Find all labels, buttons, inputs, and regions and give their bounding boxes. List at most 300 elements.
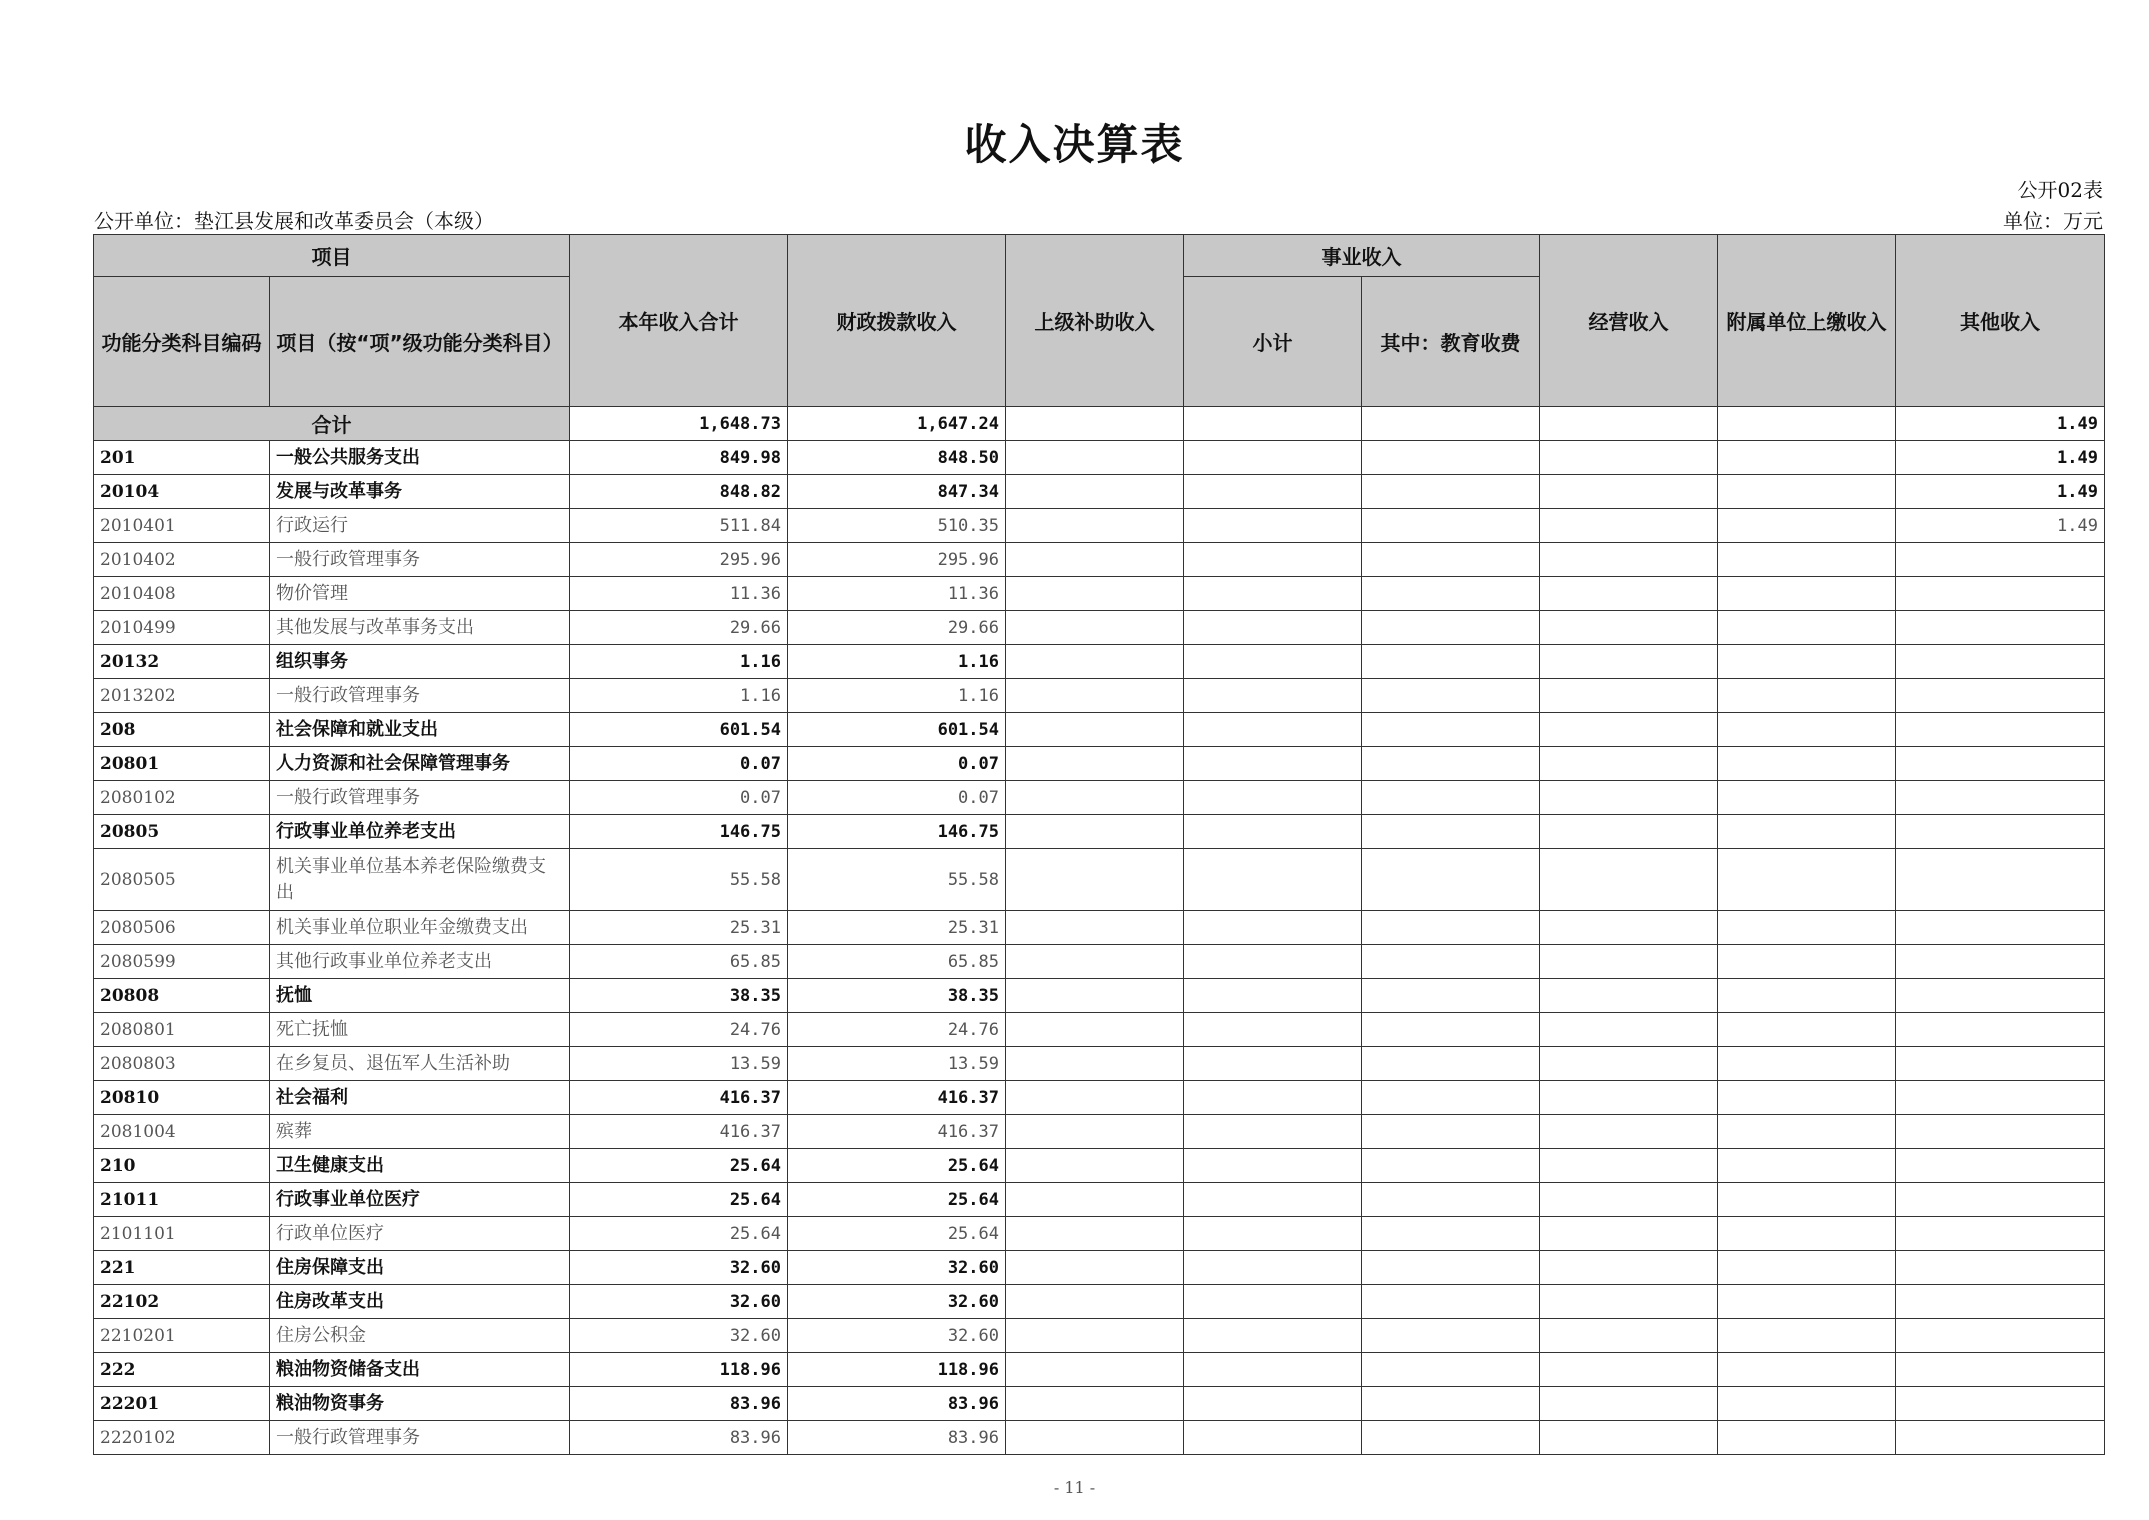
row-fiscal: 29.66 <box>788 611 1006 645</box>
row-code: 208 <box>94 713 270 747</box>
row-superior <box>1006 509 1184 543</box>
row-superior <box>1006 1421 1184 1455</box>
table-row <box>94 611 2105 645</box>
row-code: 2010499 <box>94 611 270 645</box>
row-business-subtotal <box>1184 1183 1362 1217</box>
row-superior <box>1006 645 1184 679</box>
total-subtotal <box>1184 407 1362 441</box>
table-row <box>94 1047 2105 1081</box>
row-fiscal: 83.96 <box>788 1421 1006 1455</box>
row-affiliated <box>1718 1013 1896 1047</box>
row-affiliated <box>1718 679 1896 713</box>
row-operating <box>1540 1353 1718 1387</box>
row-other <box>1896 1387 2105 1421</box>
row-affiliated <box>1718 781 1896 815</box>
row-other <box>1896 747 2105 781</box>
row-name: 住房改革支出 <box>270 1285 570 1319</box>
row-fiscal: 32.60 <box>788 1319 1006 1353</box>
table-row <box>94 509 2105 543</box>
row-operating <box>1540 781 1718 815</box>
row-other <box>1896 1047 2105 1081</box>
row-business-subtotal <box>1184 611 1362 645</box>
row-code: 2101101 <box>94 1217 270 1251</box>
row-fiscal: 25.64 <box>788 1183 1006 1217</box>
row-superior <box>1006 945 1184 979</box>
row-total: 32.60 <box>570 1285 788 1319</box>
row-operating <box>1540 849 1718 911</box>
row-name: 抚恤 <box>270 979 570 1013</box>
row-education <box>1362 577 1540 611</box>
row-operating <box>1540 1251 1718 1285</box>
row-superior <box>1006 1047 1184 1081</box>
page-number: - 11 - <box>1053 1478 1096 1497</box>
row-total: 0.07 <box>570 747 788 781</box>
header-fiscal: 财政拨款收入 <box>788 235 1006 407</box>
row-education <box>1362 1081 1540 1115</box>
row-name: 其他行政事业单位养老支出 <box>270 945 570 979</box>
reporting-unit: 公开单位：垫江县发展和改革委员会（本级） <box>94 209 494 233</box>
row-other <box>1896 713 2105 747</box>
row-superior <box>1006 475 1184 509</box>
table-row <box>94 979 2105 1013</box>
row-fiscal: 0.07 <box>788 747 1006 781</box>
row-total: 83.96 <box>570 1421 788 1455</box>
row-total: 25.64 <box>570 1217 788 1251</box>
row-code: 2080803 <box>94 1047 270 1081</box>
row-other <box>1896 911 2105 945</box>
row-total: 848.82 <box>570 475 788 509</box>
row-name: 行政事业单位医疗 <box>270 1183 570 1217</box>
row-business-subtotal <box>1184 577 1362 611</box>
row-name: 一般行政管理事务 <box>270 543 570 577</box>
row-superior <box>1006 441 1184 475</box>
row-other <box>1896 781 2105 815</box>
table-row <box>94 645 2105 679</box>
row-code: 20801 <box>94 747 270 781</box>
row-total: 118.96 <box>570 1353 788 1387</box>
row-total: 146.75 <box>570 815 788 849</box>
row-superior <box>1006 1285 1184 1319</box>
row-business-subtotal <box>1184 1047 1362 1081</box>
row-total: 11.36 <box>570 577 788 611</box>
row-superior <box>1006 1387 1184 1421</box>
row-business-subtotal <box>1184 441 1362 475</box>
row-education <box>1362 611 1540 645</box>
row-name: 死亡抚恤 <box>270 1013 570 1047</box>
total-income: 1,648.73 <box>570 407 788 441</box>
row-affiliated <box>1718 1319 1896 1353</box>
total-affiliated <box>1718 407 1896 441</box>
row-affiliated <box>1718 849 1896 911</box>
row-education <box>1362 1115 1540 1149</box>
row-education <box>1362 945 1540 979</box>
row-education <box>1362 1387 1540 1421</box>
row-affiliated <box>1718 979 1896 1013</box>
row-education <box>1362 1421 1540 1455</box>
row-operating <box>1540 911 1718 945</box>
row-total: 25.64 <box>570 1149 788 1183</box>
row-affiliated <box>1718 1421 1896 1455</box>
row-code: 20810 <box>94 1081 270 1115</box>
row-name: 组织事务 <box>270 645 570 679</box>
header-operating: 经营收入 <box>1540 235 1718 407</box>
row-operating <box>1540 713 1718 747</box>
row-operating <box>1540 979 1718 1013</box>
row-name: 一般行政管理事务 <box>270 1421 570 1455</box>
total-fiscal: 1,647.24 <box>788 407 1006 441</box>
row-name: 机关事业单位基本养老保险缴费支出 <box>270 849 570 911</box>
row-code: 20808 <box>94 979 270 1013</box>
row-operating <box>1540 611 1718 645</box>
row-affiliated <box>1718 1115 1896 1149</box>
table-row <box>94 1217 2105 1251</box>
row-fiscal: 13.59 <box>788 1047 1006 1081</box>
row-superior <box>1006 747 1184 781</box>
currency-unit: 单位：万元 <box>2003 209 2103 233</box>
income-table <box>93 234 2105 1455</box>
row-operating <box>1540 1081 1718 1115</box>
row-superior <box>1006 1319 1184 1353</box>
row-total: 601.54 <box>570 713 788 747</box>
row-total: 24.76 <box>570 1013 788 1047</box>
page-title: 收入决算表 <box>964 120 1185 169</box>
row-superior <box>1006 1183 1184 1217</box>
table-row <box>94 543 2105 577</box>
row-name: 一般公共服务支出 <box>270 441 570 475</box>
row-business-subtotal <box>1184 1115 1362 1149</box>
row-fiscal: 25.64 <box>788 1149 1006 1183</box>
row-fiscal: 295.96 <box>788 543 1006 577</box>
row-education <box>1362 713 1540 747</box>
row-total: 32.60 <box>570 1319 788 1353</box>
row-affiliated <box>1718 1285 1896 1319</box>
row-other <box>1896 1421 2105 1455</box>
row-affiliated <box>1718 747 1896 781</box>
row-code: 2010408 <box>94 577 270 611</box>
row-total: 25.64 <box>570 1183 788 1217</box>
row-affiliated <box>1718 1081 1896 1115</box>
table-row <box>94 713 2105 747</box>
row-fiscal: 601.54 <box>788 713 1006 747</box>
row-business-subtotal <box>1184 979 1362 1013</box>
row-education <box>1362 1319 1540 1353</box>
row-other <box>1896 849 2105 911</box>
row-total: 83.96 <box>570 1387 788 1421</box>
row-other <box>1896 1319 2105 1353</box>
row-business-subtotal <box>1184 1081 1362 1115</box>
table-row <box>94 1353 2105 1387</box>
row-education <box>1362 1285 1540 1319</box>
table-row <box>94 1421 2105 1455</box>
row-education <box>1362 911 1540 945</box>
row-name: 人力资源和社会保障管理事务 <box>270 747 570 781</box>
row-business-subtotal <box>1184 1149 1362 1183</box>
row-operating <box>1540 1047 1718 1081</box>
row-other <box>1896 1081 2105 1115</box>
row-other: 1.49 <box>1896 475 2105 509</box>
total-row <box>94 407 2105 441</box>
row-superior <box>1006 543 1184 577</box>
row-affiliated <box>1718 441 1896 475</box>
row-fiscal: 38.35 <box>788 979 1006 1013</box>
row-affiliated <box>1718 945 1896 979</box>
row-operating <box>1540 1115 1718 1149</box>
row-superior <box>1006 1115 1184 1149</box>
table-row <box>94 747 2105 781</box>
row-fiscal: 0.07 <box>788 781 1006 815</box>
row-code: 2080506 <box>94 911 270 945</box>
row-name: 卫生健康支出 <box>270 1149 570 1183</box>
row-total: 0.07 <box>570 781 788 815</box>
row-name: 一般行政管理事务 <box>270 679 570 713</box>
row-code: 2080599 <box>94 945 270 979</box>
row-other <box>1896 645 2105 679</box>
row-name: 一般行政管理事务 <box>270 781 570 815</box>
row-business-subtotal <box>1184 713 1362 747</box>
row-affiliated <box>1718 1149 1896 1183</box>
row-business-subtotal <box>1184 1285 1362 1319</box>
row-other <box>1896 611 2105 645</box>
row-name: 住房保障支出 <box>270 1251 570 1285</box>
row-fiscal: 848.50 <box>788 441 1006 475</box>
table-row <box>94 945 2105 979</box>
row-operating <box>1540 577 1718 611</box>
table-row <box>94 911 2105 945</box>
row-operating <box>1540 1319 1718 1353</box>
row-fiscal: 25.31 <box>788 911 1006 945</box>
row-fiscal: 55.58 <box>788 849 1006 911</box>
row-education <box>1362 747 1540 781</box>
row-education <box>1362 509 1540 543</box>
row-superior <box>1006 1081 1184 1115</box>
header-business: 事业收入 <box>1184 235 1540 277</box>
row-business-subtotal <box>1184 1217 1362 1251</box>
row-superior <box>1006 577 1184 611</box>
row-education <box>1362 543 1540 577</box>
row-affiliated <box>1718 509 1896 543</box>
table-row <box>94 1183 2105 1217</box>
row-operating <box>1540 679 1718 713</box>
row-fiscal: 32.60 <box>788 1285 1006 1319</box>
row-operating <box>1540 815 1718 849</box>
row-other <box>1896 1353 2105 1387</box>
row-superior <box>1006 849 1184 911</box>
row-business-subtotal <box>1184 945 1362 979</box>
row-fiscal: 416.37 <box>788 1081 1006 1115</box>
row-affiliated <box>1718 1353 1896 1387</box>
header-affiliated: 附属单位上缴收入 <box>1718 235 1896 407</box>
total-other: 1.49 <box>1896 407 2105 441</box>
row-affiliated <box>1718 911 1896 945</box>
row-affiliated <box>1718 543 1896 577</box>
row-code: 2220102 <box>94 1421 270 1455</box>
row-other <box>1896 979 2105 1013</box>
row-superior <box>1006 1353 1184 1387</box>
row-total: 295.96 <box>570 543 788 577</box>
row-business-subtotal <box>1184 645 1362 679</box>
table-row <box>94 577 2105 611</box>
row-code: 2010402 <box>94 543 270 577</box>
row-total: 1.16 <box>570 679 788 713</box>
row-superior <box>1006 713 1184 747</box>
row-affiliated <box>1718 1217 1896 1251</box>
row-education <box>1362 1183 1540 1217</box>
table-row <box>94 815 2105 849</box>
row-name: 物价管理 <box>270 577 570 611</box>
row-business-subtotal <box>1184 509 1362 543</box>
row-code: 2013202 <box>94 679 270 713</box>
row-business-subtotal <box>1184 1421 1362 1455</box>
row-education <box>1362 1047 1540 1081</box>
form-number: 公开02表 <box>2017 178 2103 202</box>
row-affiliated <box>1718 577 1896 611</box>
row-total: 416.37 <box>570 1115 788 1149</box>
row-total: 13.59 <box>570 1047 788 1081</box>
row-fiscal: 83.96 <box>788 1387 1006 1421</box>
row-operating <box>1540 645 1718 679</box>
row-code: 2081004 <box>94 1115 270 1149</box>
row-fiscal: 847.34 <box>788 475 1006 509</box>
row-fiscal: 1.16 <box>788 645 1006 679</box>
row-education <box>1362 1251 1540 1285</box>
table-row <box>94 1081 2105 1115</box>
table-row <box>94 1387 2105 1421</box>
row-operating <box>1540 475 1718 509</box>
row-fiscal: 25.64 <box>788 1217 1006 1251</box>
header-other: 其他收入 <box>1896 235 2105 407</box>
row-superior <box>1006 1217 1184 1251</box>
row-operating <box>1540 543 1718 577</box>
row-total: 55.58 <box>570 849 788 911</box>
row-code: 22102 <box>94 1285 270 1319</box>
row-education <box>1362 979 1540 1013</box>
row-code: 2010401 <box>94 509 270 543</box>
row-name: 社会保障和就业支出 <box>270 713 570 747</box>
row-affiliated <box>1718 1047 1896 1081</box>
row-education <box>1362 1149 1540 1183</box>
row-fiscal: 1.16 <box>788 679 1006 713</box>
row-other <box>1896 1285 2105 1319</box>
row-education <box>1362 849 1540 911</box>
row-total: 416.37 <box>570 1081 788 1115</box>
header-superior: 上级补助收入 <box>1006 235 1184 407</box>
row-affiliated <box>1718 645 1896 679</box>
row-affiliated <box>1718 815 1896 849</box>
row-total: 849.98 <box>570 441 788 475</box>
row-total: 1.16 <box>570 645 788 679</box>
row-superior <box>1006 979 1184 1013</box>
row-name: 粮油物资事务 <box>270 1387 570 1421</box>
row-education <box>1362 815 1540 849</box>
row-name: 社会福利 <box>270 1081 570 1115</box>
row-superior <box>1006 1013 1184 1047</box>
row-operating <box>1540 1285 1718 1319</box>
row-code: 2080505 <box>94 849 270 911</box>
header-subtotal: 小计 <box>1184 277 1362 407</box>
row-business-subtotal <box>1184 1353 1362 1387</box>
row-business-subtotal <box>1184 1251 1362 1285</box>
row-name: 殡葬 <box>270 1115 570 1149</box>
row-operating <box>1540 1421 1718 1455</box>
row-name: 行政单位医疗 <box>270 1217 570 1251</box>
row-total: 511.84 <box>570 509 788 543</box>
row-name: 机关事业单位职业年金缴费支出 <box>270 911 570 945</box>
row-superior <box>1006 611 1184 645</box>
table-row <box>94 475 2105 509</box>
table-row <box>94 781 2105 815</box>
row-fiscal: 11.36 <box>788 577 1006 611</box>
row-operating <box>1540 1183 1718 1217</box>
row-name: 在乡复员、退伍军人生活补助 <box>270 1047 570 1081</box>
row-business-subtotal <box>1184 747 1362 781</box>
row-superior <box>1006 815 1184 849</box>
row-other <box>1896 1149 2105 1183</box>
row-other <box>1896 543 2105 577</box>
row-other: 1.49 <box>1896 441 2105 475</box>
row-education <box>1362 1217 1540 1251</box>
row-total: 25.31 <box>570 911 788 945</box>
row-affiliated <box>1718 1183 1896 1217</box>
row-education <box>1362 679 1540 713</box>
header-project: 项目 <box>94 235 570 277</box>
row-code: 2210201 <box>94 1319 270 1353</box>
table-row <box>94 679 2105 713</box>
table-row <box>94 1285 2105 1319</box>
row-name: 行政事业单位养老支出 <box>270 815 570 849</box>
row-business-subtotal <box>1184 475 1362 509</box>
row-code: 20104 <box>94 475 270 509</box>
row-other <box>1896 1217 2105 1251</box>
row-affiliated <box>1718 713 1896 747</box>
header-education: 其中：教育收费 <box>1362 277 1540 407</box>
row-operating <box>1540 1387 1718 1421</box>
row-education <box>1362 475 1540 509</box>
row-code: 201 <box>94 441 270 475</box>
row-code: 22201 <box>94 1387 270 1421</box>
row-other <box>1896 1013 2105 1047</box>
row-total: 29.66 <box>570 611 788 645</box>
row-fiscal: 24.76 <box>788 1013 1006 1047</box>
row-affiliated <box>1718 1387 1896 1421</box>
row-superior <box>1006 1251 1184 1285</box>
row-other <box>1896 815 2105 849</box>
row-fiscal: 416.37 <box>788 1115 1006 1149</box>
row-other: 1.49 <box>1896 509 2105 543</box>
row-operating <box>1540 1217 1718 1251</box>
table-row <box>94 1149 2105 1183</box>
row-operating <box>1540 747 1718 781</box>
table-row <box>94 1319 2105 1353</box>
row-fiscal: 32.60 <box>788 1251 1006 1285</box>
row-name: 住房公积金 <box>270 1319 570 1353</box>
row-education <box>1362 1013 1540 1047</box>
row-total: 32.60 <box>570 1251 788 1285</box>
row-total: 65.85 <box>570 945 788 979</box>
row-name: 发展与改革事务 <box>270 475 570 509</box>
row-superior <box>1006 911 1184 945</box>
row-operating <box>1540 945 1718 979</box>
table-row <box>94 1013 2105 1047</box>
row-business-subtotal <box>1184 1319 1362 1353</box>
row-business-subtotal <box>1184 1013 1362 1047</box>
row-affiliated <box>1718 611 1896 645</box>
row-fiscal: 146.75 <box>788 815 1006 849</box>
row-code: 210 <box>94 1149 270 1183</box>
row-operating <box>1540 509 1718 543</box>
row-name: 行政运行 <box>270 509 570 543</box>
row-business-subtotal <box>1184 849 1362 911</box>
row-name: 其他发展与改革事务支出 <box>270 611 570 645</box>
